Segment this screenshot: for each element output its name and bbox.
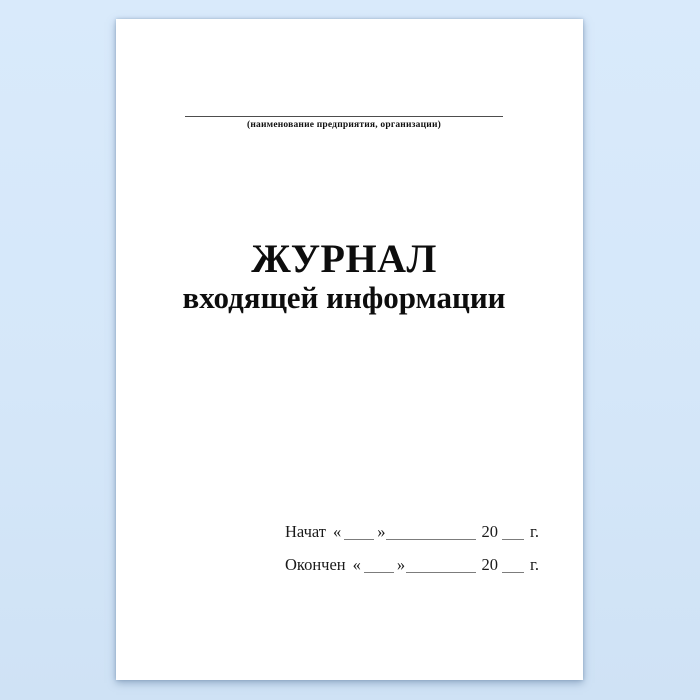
finished-year-suffix: г. bbox=[529, 555, 539, 574]
started-date-row bbox=[285, 515, 539, 548]
open-quote: « bbox=[332, 522, 342, 541]
started-label: Начат bbox=[285, 522, 326, 541]
started-day-blank bbox=[344, 539, 374, 540]
finished-date-row bbox=[285, 548, 539, 581]
finished-label: Окончен bbox=[285, 555, 346, 574]
finished-month-blank bbox=[406, 572, 476, 573]
dates-block bbox=[285, 515, 539, 581]
started-month-blank bbox=[386, 539, 476, 540]
organization-name-blank-line bbox=[185, 116, 503, 117]
started-century: 20 bbox=[481, 522, 498, 541]
title-block bbox=[116, 236, 572, 316]
journal-cover-page bbox=[116, 19, 583, 680]
organization-name-caption: (наименование предприятия, организации) bbox=[246, 120, 441, 130]
finished-year-blank bbox=[502, 572, 524, 573]
journal-subtitle: входящей информации bbox=[182, 280, 506, 315]
finished-century: 20 bbox=[481, 555, 498, 574]
finished-day-blank bbox=[364, 572, 394, 573]
open-quote: « bbox=[352, 555, 361, 574]
started-year-suffix: г. bbox=[529, 522, 539, 541]
organization-name-field bbox=[185, 116, 503, 130]
close-quote: » bbox=[377, 522, 386, 541]
journal-title: ЖУРНАЛ bbox=[251, 236, 437, 281]
started-year-blank bbox=[502, 539, 524, 540]
close-quote: » bbox=[396, 555, 406, 574]
